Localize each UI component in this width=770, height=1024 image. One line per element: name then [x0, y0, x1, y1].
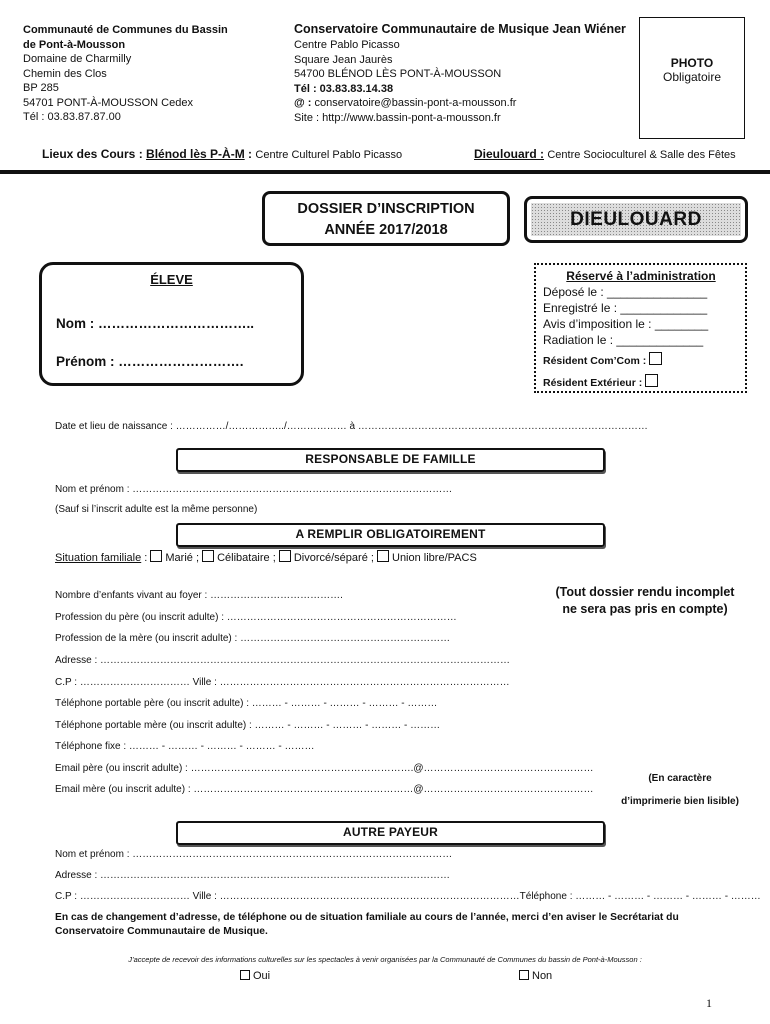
autre-payeur-nom-field[interactable]: Nom et prénom : ……………………………………………………………………………………	[55, 849, 453, 860]
email-at-label: @ :	[294, 97, 312, 109]
incomplete-warning	[520, 584, 770, 618]
non-option[interactable]	[519, 970, 552, 982]
cp-ville-field[interactable]: C.P : …………………………… Ville : ……………………………………………………………………………	[55, 677, 510, 688]
obligatoire-header: A REMPLIR OBLIGATOIREMENT	[176, 523, 605, 547]
profession-pere-field[interactable]: Profession du père (ou inscrit adulte) : ……………………………………………………………	[55, 612, 457, 623]
conservatoire-email[interactable]: conservatoire@bassin-pont-a-mousson.fr	[314, 97, 517, 109]
org-block	[23, 23, 273, 125]
admin-resident-comcom-row	[543, 352, 745, 369]
responsable-header: RESPONSABLE DE FAMILLE	[176, 448, 605, 472]
option-celibataire: Célibataire ;	[217, 552, 276, 564]
admin-radiation[interactable]: Radiation le : _____________	[543, 333, 704, 347]
conservatoire-tel: Tél : 03.83.83.14.38	[294, 82, 394, 95]
non-label: Non	[532, 970, 553, 982]
situation-row	[55, 550, 477, 564]
conservatoire-line: Square Jean Jaurès	[294, 53, 393, 66]
admin-enregistre[interactable]: Enregistré le : _____________	[543, 301, 708, 315]
admin-title: Réservé à l’administration	[566, 269, 716, 283]
checkbox-divorce[interactable]	[279, 550, 291, 562]
imprimerie-note	[600, 767, 760, 813]
autre-payeur-header: AUTRE PAYEUR	[176, 821, 605, 845]
org-line: BP 285	[23, 82, 59, 94]
org-name-line1: Communauté de Communes du Bassin	[23, 24, 228, 36]
resident-ext-label: Résident Extérieur :	[543, 377, 643, 389]
admin-box	[534, 263, 747, 393]
oui-option[interactable]	[240, 970, 270, 982]
conservatoire-title: Conservatoire Communautaire de Musique Jean Wiéner	[294, 22, 626, 36]
email-pere-field[interactable]: Email père (ou inscrit adulte) : ………………………………………………………….@……………………………………………	[55, 763, 594, 774]
imprimerie-line2: d’imprimerie bien lisible)	[621, 796, 739, 807]
header-separator	[0, 170, 770, 174]
org-line: 54701 PONT-À-MOUSSON Cedex	[23, 96, 193, 109]
option-marie: Marié ;	[165, 552, 200, 564]
dossier-title: DOSSIER D’INSCRIPTION	[297, 201, 475, 217]
resident-comcom-label: Résident Com’Com :	[543, 355, 647, 367]
adresse-field[interactable]: Adresse : ……………………………………………………………………………………………………………	[55, 655, 511, 666]
oui-checkbox[interactable]	[240, 970, 250, 980]
oui-label: Oui	[253, 970, 271, 982]
accept-text: J’accepte de recevoir des informations culturelles sur les spectacles à venir organisées par la Communauté de Communes du bassin de Pont-à-Mousson :	[128, 955, 642, 964]
lieux-sep: :	[248, 147, 253, 161]
dossier-year: ANNÉE 2017/2018	[324, 222, 448, 238]
situation-label: Situation familiale	[55, 552, 142, 564]
enfants-field[interactable]: Nombre d’enfants vivant au foyer : ………………………………….	[55, 590, 343, 601]
admin-avis[interactable]: Avis d’imposition le : ________	[543, 317, 709, 331]
resident-ext-checkbox[interactable]	[645, 374, 658, 387]
naissance-field[interactable]: Date et lieu de naissance : ……………/……………../……………… à ……………………………………………………………………………	[55, 421, 648, 432]
org-line: Chemin des Clos	[23, 67, 107, 80]
conservatoire-block	[294, 21, 639, 125]
admin-resident-ext-row	[543, 374, 745, 391]
tel-pere-field[interactable]: Téléphone portable père (ou inscrit adulte) : ……… - ……… - ……… - ……… - ………	[55, 698, 438, 709]
profession-mere-field[interactable]: Profession de la mère (ou inscrit adulte) : ………………………………………………………	[55, 633, 451, 644]
org-name-line2: de Pont-à-Mousson	[23, 38, 126, 51]
tel-fixe-field[interactable]: Téléphone fixe : ……… - ……… - ……… - ……… - ………	[55, 741, 315, 752]
autre-payeur-cp-ville-tel-field[interactable]: C.P : …………………………… Ville : ………………………………………………………………………………Téléphone : ……… - ……… - ……… - ……… - ………	[55, 891, 761, 902]
situation-colon: :	[141, 552, 151, 564]
option-divorce: Divorcé/séparé ;	[293, 552, 374, 564]
eleve-prenom[interactable]: Prénom : ……………………….	[56, 354, 244, 369]
autre-payeur-adresse-field[interactable]: Adresse : ……………………………………………………………………………………………	[55, 870, 451, 881]
location-badge-label: DIEULOUARD	[531, 203, 741, 236]
lieux-row-2	[474, 147, 736, 161]
checkbox-union-libre[interactable]	[377, 550, 389, 562]
page-number: 1	[706, 996, 712, 1010]
responsable-nom-field[interactable]: Nom et prénom : ……………………………………………………………………………………	[55, 484, 453, 495]
location-badge	[524, 196, 748, 243]
lieux-label: Lieux des Cours :	[42, 147, 143, 161]
lieux-place2: Dieulouard :	[474, 147, 545, 161]
imprimerie-line1: (En caractère	[648, 773, 712, 784]
email-mere-field[interactable]: Email mère (ou inscrit adulte) : …………………………………………………………@……………………………………………	[55, 784, 594, 795]
dossier-box	[262, 191, 510, 246]
photo-title: PHOTO	[670, 56, 714, 70]
admin-depose[interactable]: Déposé le : _______________	[543, 285, 708, 299]
checkbox-marie[interactable]	[150, 550, 162, 562]
conservatoire-email-row	[294, 96, 639, 111]
photo-box	[639, 17, 745, 139]
org-line: Domaine de Charmilly	[23, 53, 132, 65]
eleve-title: ÉLEVE	[150, 272, 193, 287]
option-union-libre: Union libre/PACS	[392, 552, 477, 564]
checkbox-celibataire[interactable]	[202, 550, 214, 562]
eleve-box	[39, 262, 304, 386]
lieux-place2-detail: Centre Socioculturel & Salle des Fêtes	[547, 149, 736, 161]
lieux-place1-detail: Centre Culturel Pablo Picasso	[255, 149, 403, 161]
changement-notice: En cas de changement d’adresse, de téléphone ou de situation familiale au cours de l’année, merci d’en aviser le Secrétariat du Conservatoire Communautaire de Musique.	[55, 912, 679, 937]
conservatoire-site[interactable]: Site : http://www.bassin-pont-a-mousson.fr	[294, 111, 501, 124]
conservatoire-line: Centre Pablo Picasso	[294, 39, 400, 51]
lieux-row	[42, 147, 402, 161]
incomplete-line2: ne sera pas pris en compte)	[562, 602, 728, 616]
lieux-place1: Blénod lès P-À-M	[146, 147, 245, 161]
incomplete-line1: (Tout dossier rendu incomplet	[555, 585, 735, 599]
conservatoire-line: 54700 BLÉNOD LÈS PONT-À-MOUSSON	[294, 68, 502, 80]
resident-comcom-checkbox[interactable]	[649, 352, 662, 365]
eleve-nom[interactable]: Nom : ……………………………..	[56, 316, 254, 331]
tel-mere-field[interactable]: Téléphone portable mère (ou inscrit adulte) : ……… - ……… - ……… - ……… - ………	[55, 720, 441, 731]
non-checkbox[interactable]	[519, 970, 529, 980]
photo-subtitle: Obligatoire	[662, 70, 722, 84]
responsable-note: (Sauf si l’inscrit adulte est la même personne)	[55, 504, 258, 515]
org-line: Tél : 03.83.87.87.00	[23, 111, 121, 123]
